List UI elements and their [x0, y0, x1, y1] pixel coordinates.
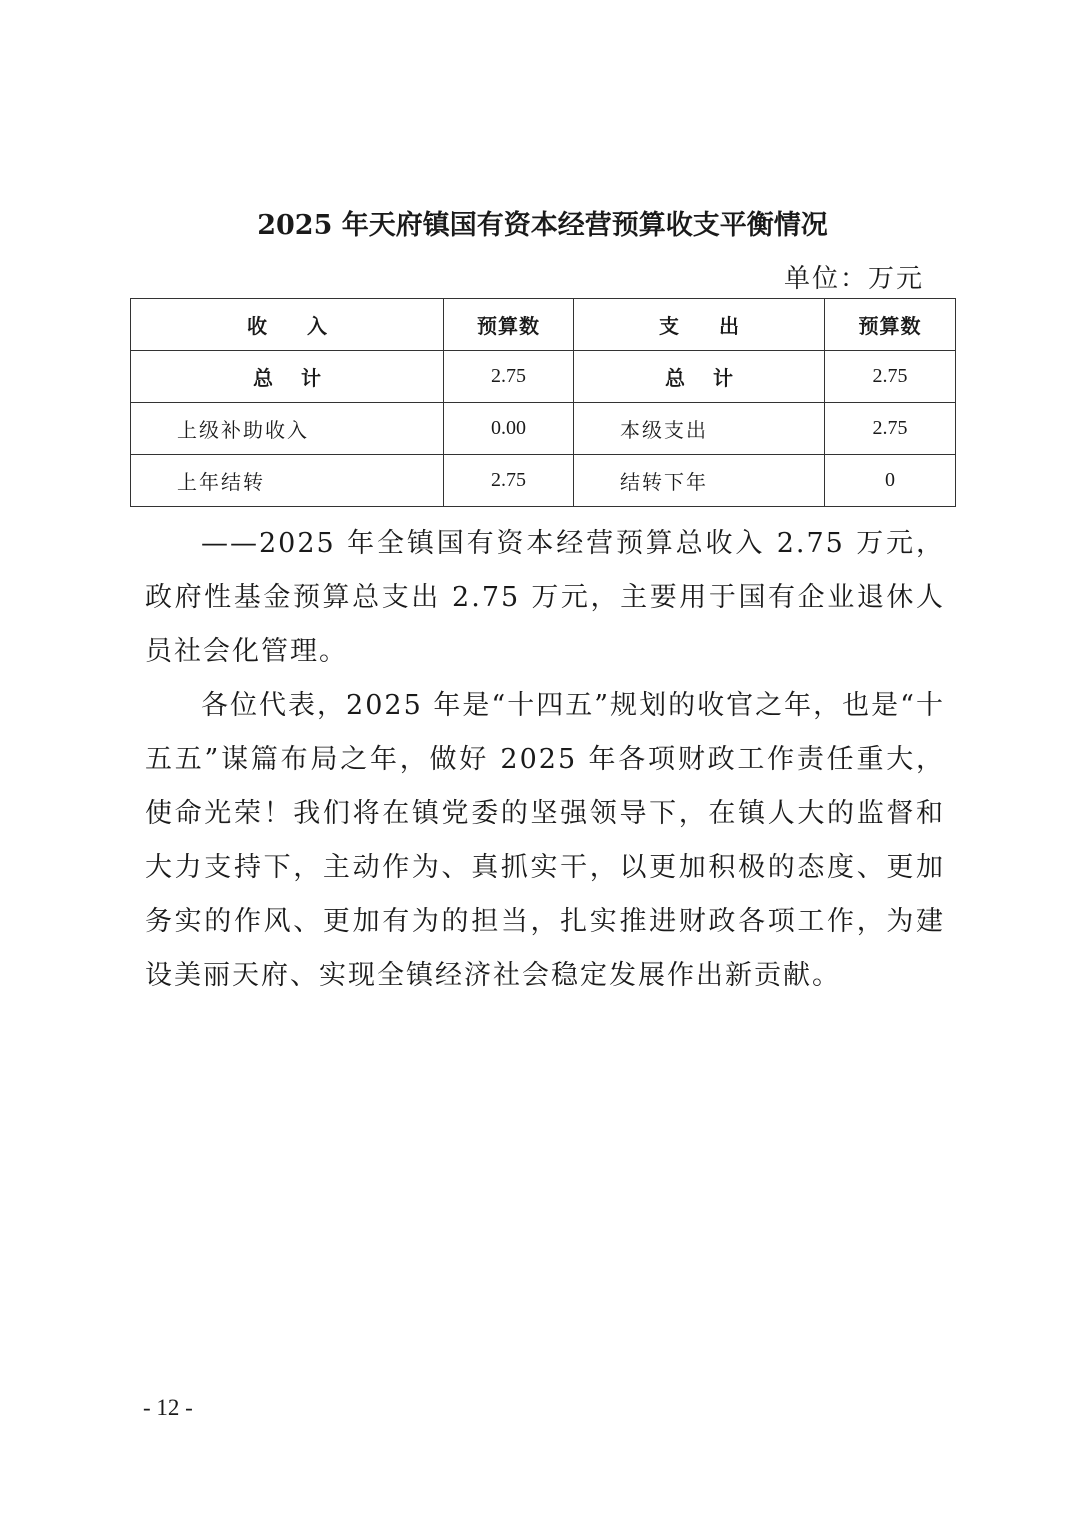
income-item-value: 2.75 [444, 455, 574, 507]
paragraph-text: 各位代表，2025 年是“十四五”规划的收官之年，也是“十五五”谋篇布局之年，做好 2025 年各项财政工作责任重大，使命光荣！我们将在镇党委的坚强领导下，在镇人大的监督和大力支持下，主动作为、真抓实干，以更加积极的态度、更加务实的作风、更加有为的担当，扎实推进财政各项工作，为建设美丽天府、实现全镇经济社会稳定发展作出新贡献。 [145, 690, 945, 991]
header-income: 收入 [131, 299, 444, 351]
expense-item-value: 2.75 [825, 403, 956, 455]
table-row-total [131, 351, 956, 403]
page-number: - 12 - [143, 1395, 193, 1420]
expense-total-label: 总计 [574, 351, 825, 403]
income-total-value: 2.75 [444, 351, 574, 403]
table-row [131, 403, 956, 455]
expense-item-label: 结转下年 [574, 455, 825, 507]
expense-item-value: 0 [825, 455, 956, 507]
table-row [131, 455, 956, 507]
header-expense: 支出 [574, 299, 825, 351]
table-header-row [131, 299, 956, 351]
page-title: 2025 年天府镇国有资本经营预算收支平衡情况 [257, 210, 828, 241]
income-item-label: 上年结转 [131, 455, 444, 507]
income-total-label: 总计 [131, 351, 444, 403]
expense-total-value: 2.75 [825, 351, 956, 403]
header-income-budget: 预算数 [444, 299, 574, 351]
income-item-value: 0.00 [444, 403, 574, 455]
paragraph-text: ——2025 年全镇国有资本经营预算总收入 2.75 万元，政府性基金预算总支出 2.75 万元，主要用于国有企业退休人员社会化管理。 [145, 528, 945, 667]
header-expense-budget: 预算数 [825, 299, 956, 351]
budget-balance-table [130, 298, 956, 507]
unit-label: 单位：万元 [783, 264, 924, 294]
income-item-label: 上级补助收入 [131, 403, 444, 455]
closing-paragraph [145, 679, 945, 1003]
summary-paragraph [145, 517, 945, 679]
expense-item-label: 本级支出 [574, 403, 825, 455]
